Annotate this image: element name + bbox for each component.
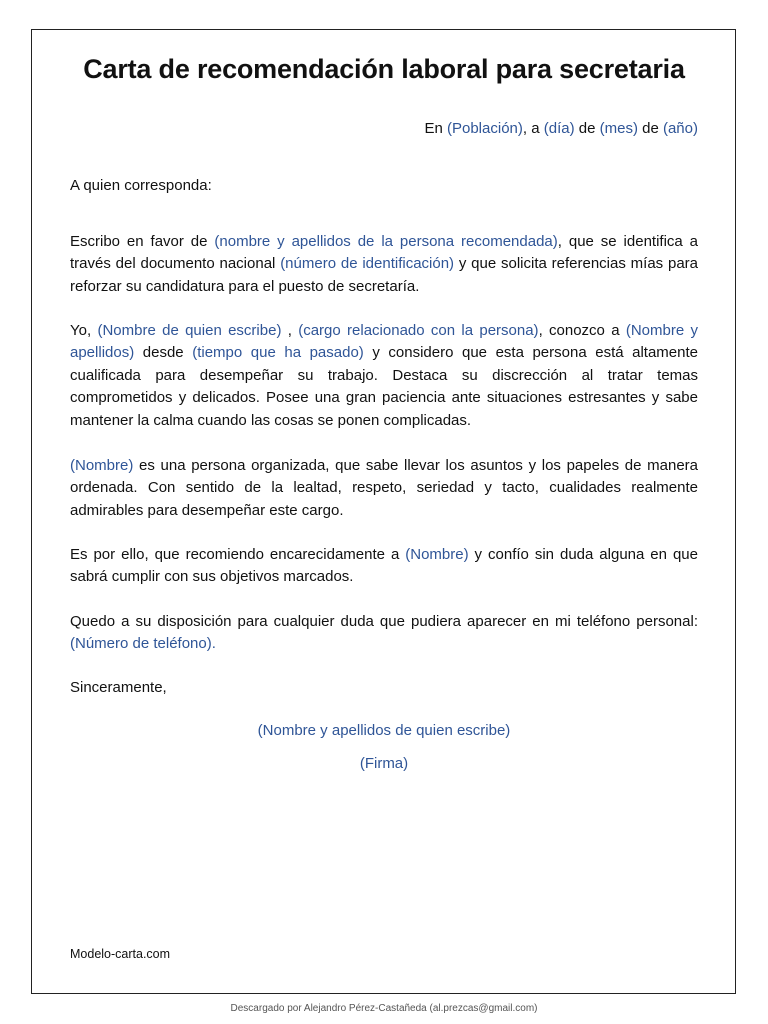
paragraph-text: Yo, <box>70 322 98 339</box>
signer-name-placeholder: (Nombre y apellidos de quien escribe) <box>257 722 511 739</box>
paragraph-text: y considero que esta persona está altamente cualificada para desempeñar su trabajo. Destaca su discrección al tratar temas comprometidos y delicados. Posee una gran paciencia ante situaciones estresantes y sabe mantener la calma cuando las cosas se ponen complicadas. <box>70 344 698 429</box>
site-footer: Modelo-carta.com <box>70 947 171 961</box>
letter-title: Carta de recomendación laboral para secretaria <box>83 54 685 84</box>
recommended-person-placeholder: (nombre y apellidos de la persona recomendada) <box>214 233 558 250</box>
paragraph-text: Escribo en favor de <box>70 233 215 250</box>
paragraph-qualities <box>70 455 698 522</box>
date-separator: de <box>574 120 600 137</box>
phone-placeholder: (Número de teléfono). <box>70 635 216 653</box>
paragraph-text: Quedo a su disposición para cualquier duda que pudiera aparecer en mi teléfono personal: <box>70 613 698 630</box>
date-separator: , a <box>522 120 544 137</box>
paragraph-intro <box>70 231 698 298</box>
paragraph-text: y confío sin duda alguna en que sabrá cumplir con sus objetivos marcados. <box>70 546 698 586</box>
paragraph-text: es una persona organizada, que sabe llevar los asuntos y los papeles de manera ordenada. Con sentido de la lealtad, respeto, seriedad y tacto, cualidades realmente admirables para desempeñar este cargo. <box>70 457 698 519</box>
date-separator: de <box>637 120 663 137</box>
salutation: A quien corresponda: <box>70 177 212 194</box>
signature-placeholder: (Firma) <box>359 755 409 772</box>
name-placeholder: (Nombre) <box>70 457 134 474</box>
time-elapsed-placeholder: (tiempo que ha pasado) <box>192 344 364 362</box>
full-name-placeholder: (Nombre y apellidos) <box>70 322 698 362</box>
place-placeholder: (Población) <box>447 120 523 137</box>
paragraph-text: Es por ello, que recomiendo encarecidamente a <box>70 546 406 563</box>
name-placeholder: (Nombre) <box>405 546 469 563</box>
writer-name-placeholder: (Nombre de quien escribe) <box>97 322 282 339</box>
paragraph-contact <box>70 611 698 656</box>
id-number-placeholder: (número de identificación) <box>280 255 455 273</box>
closing: Sinceramente, <box>70 679 167 696</box>
paragraph-text: y que solicita referencias mías para reforzar su candidatura para el puesto de secretaría. <box>70 255 698 295</box>
year-placeholder: (año) <box>662 120 698 137</box>
paragraph-text: , que se identifica a través del documento nacional <box>70 233 699 273</box>
month-placeholder: (mes) <box>599 120 638 137</box>
paragraph-text: , <box>281 322 299 339</box>
paragraph-text: desde <box>134 344 193 362</box>
paragraph-recommendation <box>70 544 698 589</box>
position-placeholder: (cargo relacionado con la persona) <box>298 322 539 339</box>
date-line <box>424 120 698 137</box>
download-note: Descargado por Alejandro Pérez-Castañeda (al.prezcas@gmail.com) <box>230 1003 538 1014</box>
paragraph-text: , conozco a <box>538 322 626 339</box>
day-placeholder: (día) <box>543 120 575 137</box>
date-prefix: En <box>424 120 447 137</box>
paragraph-acquaintance <box>70 320 698 432</box>
